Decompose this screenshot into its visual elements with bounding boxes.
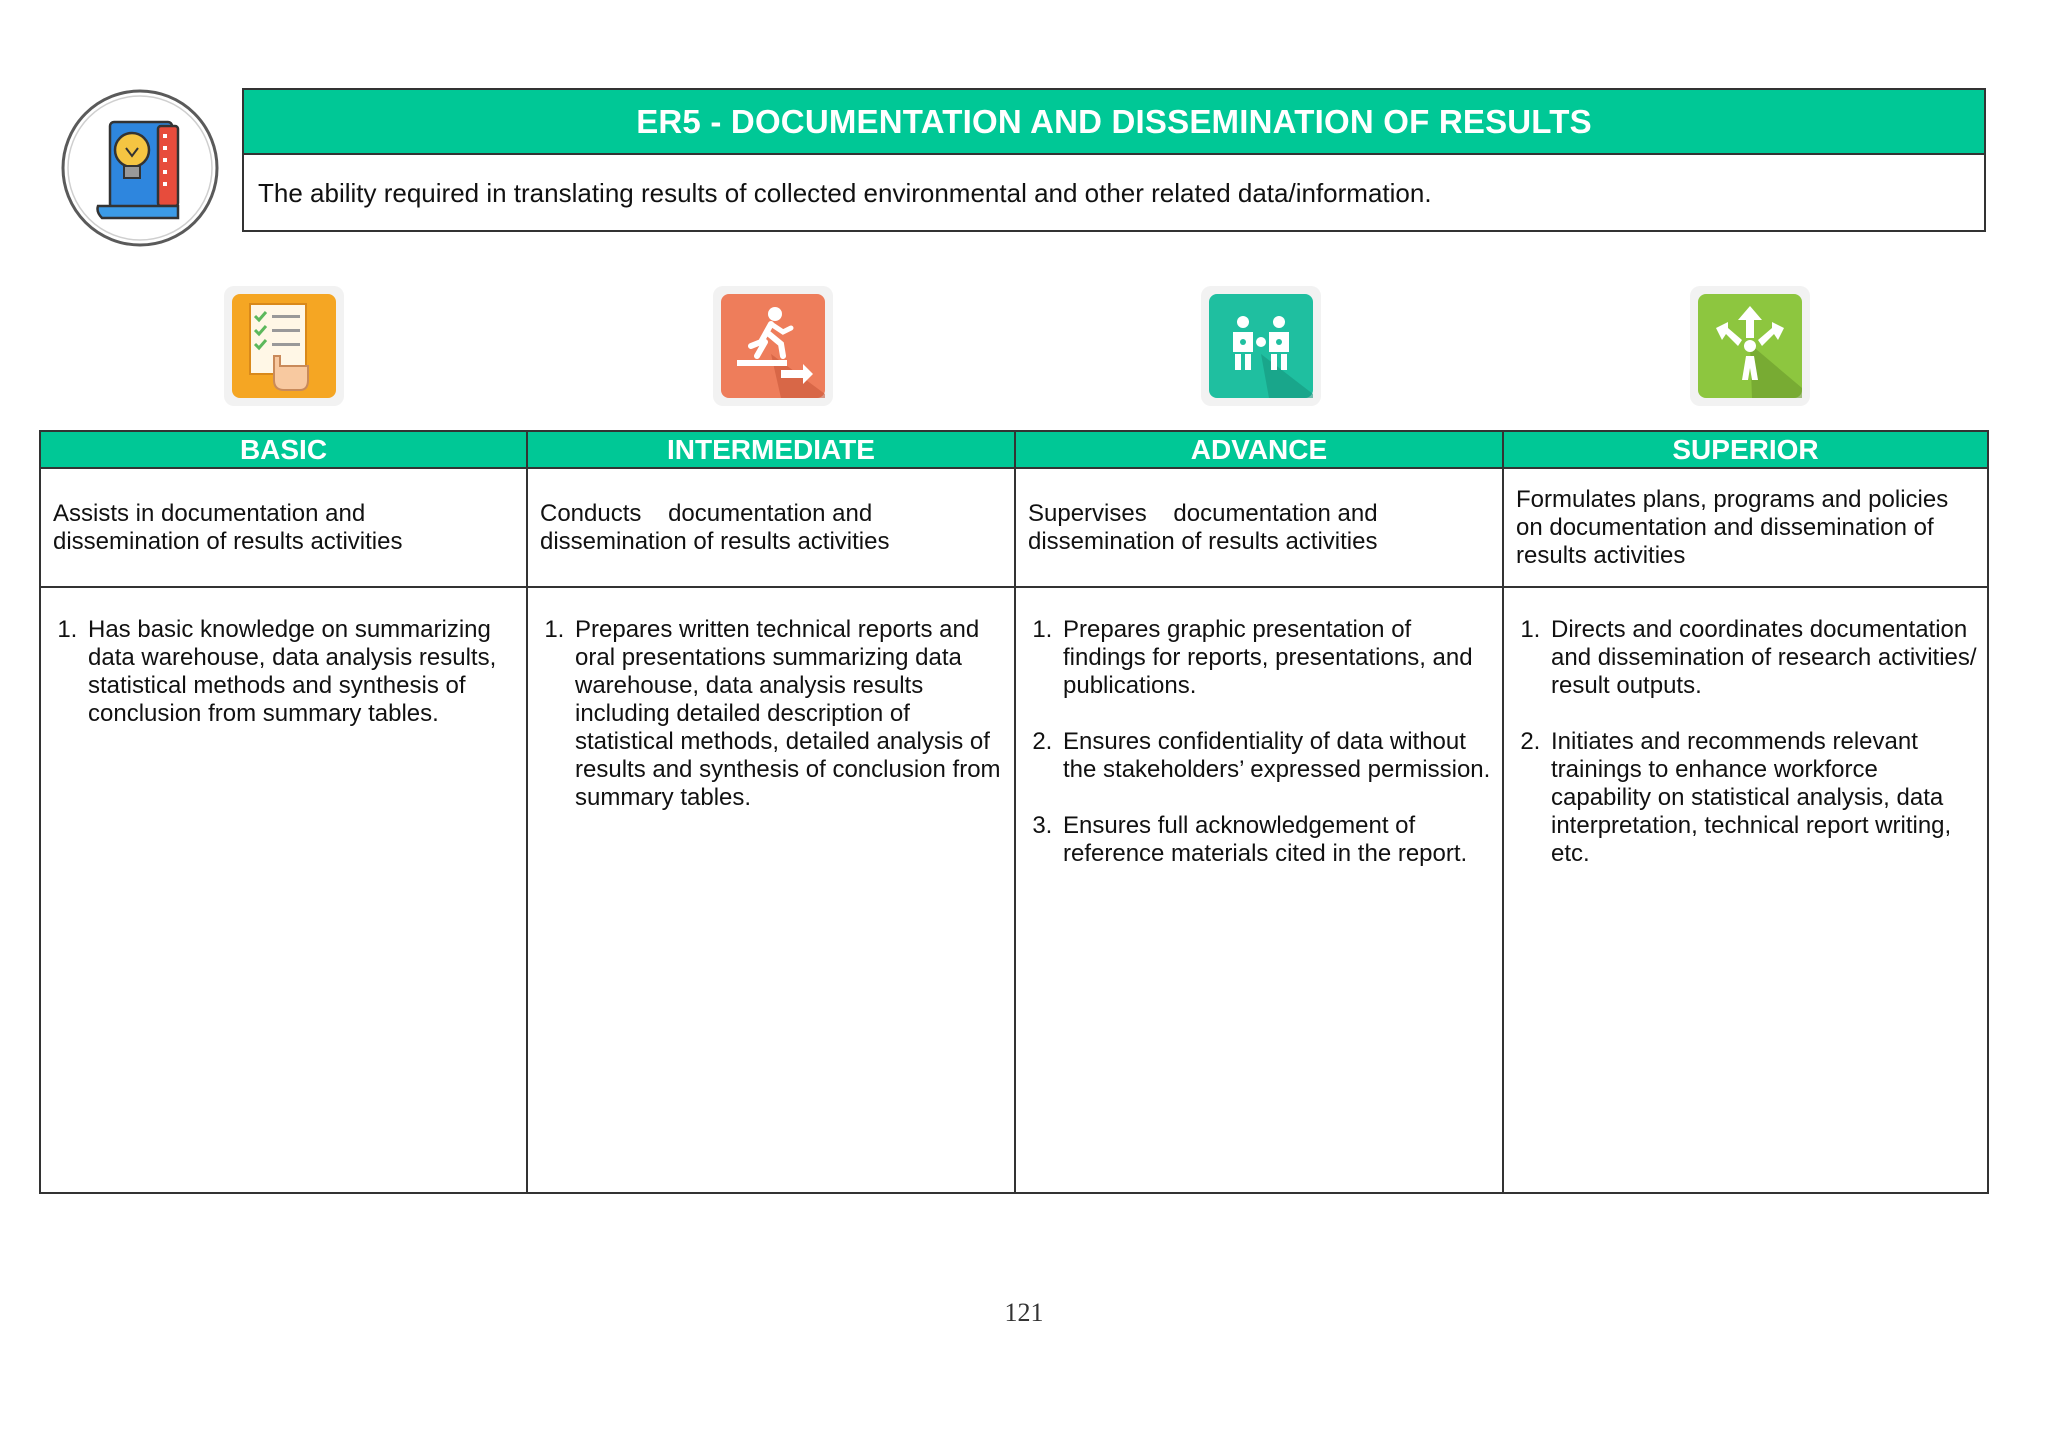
list-item: 1. Prepares written technical reports and oral presentations summarizing data warehouse, data analysis results including detailed description of statistical methods, detailed analysis of results and synthesis of conclusion from summary tables. [571,616,1004,812]
level-header-superior: SUPERIOR [1503,431,1988,468]
person-arrows-icon [1688,284,1812,408]
competency-description: The ability required in translating results of collected environmental and other related data/information. [258,178,1432,208]
level-summary-intermediate: Conducts documentation and dissemination of results activities [527,468,1015,587]
checklist-hand-icon [222,284,346,408]
level-header-basic: BASIC [40,431,527,468]
page-number: 121 [1004,1298,1044,1327]
list-item: 1. Directs and coordinates documentation and dissemination of research activities/ result outputs. [1547,616,1977,700]
level-header-intermediate: INTERMEDIATE [527,431,1015,468]
summary-row [40,468,1988,587]
table-header-row [40,431,1988,468]
indicator-list [1516,616,1977,868]
indicator-list [1028,616,1492,868]
level-summary-advance: Supervises documentation and dissemination of results activities [1015,468,1503,587]
level-details-superior [1503,587,1988,1193]
level-summary-superior: Formulates plans, programs and policies on documentation and dissemination of results activities [1503,468,1988,587]
level-details-advance [1015,587,1503,1193]
indicator-list [540,616,1004,812]
competency-header [242,88,1986,232]
list-item: 1. Has basic knowledge on summarizing data warehouse, data analysis results, statistical methods and synthesis of conclusion from summary tables. [84,616,516,728]
details-row [40,587,1988,1193]
level-header-advance: ADVANCE [1015,431,1503,468]
page-title: ER5 - DOCUMENTATION AND DISSEMINATION OF RESULTS [244,90,1984,155]
list-item: 2. Ensures confidentiality of data without the stakeholders’ expressed permission. [1059,728,1492,784]
level-details-basic [40,587,527,1193]
list-item: 2. Initiates and recommends relevant trainings to enhance workforce capability on statistical analysis, data interpretation, technical report writing, etc. [1547,728,1977,868]
runner-exit-icon [711,284,835,408]
list-item: 3. Ensures full acknowledgement of reference materials cited in the report. [1059,812,1492,868]
level-summary-basic: Assists in documentation and dissemination of results activities [40,468,527,587]
list-item: 1. Prepares graphic presentation of findings for reports, presentations, and publications. [1059,616,1492,700]
lightbulb-book-icon [58,88,222,248]
indicator-list [53,616,516,728]
competency-levels-table [39,430,1989,1194]
puzzle-people-icon [1199,284,1323,408]
level-details-intermediate [527,587,1015,1193]
